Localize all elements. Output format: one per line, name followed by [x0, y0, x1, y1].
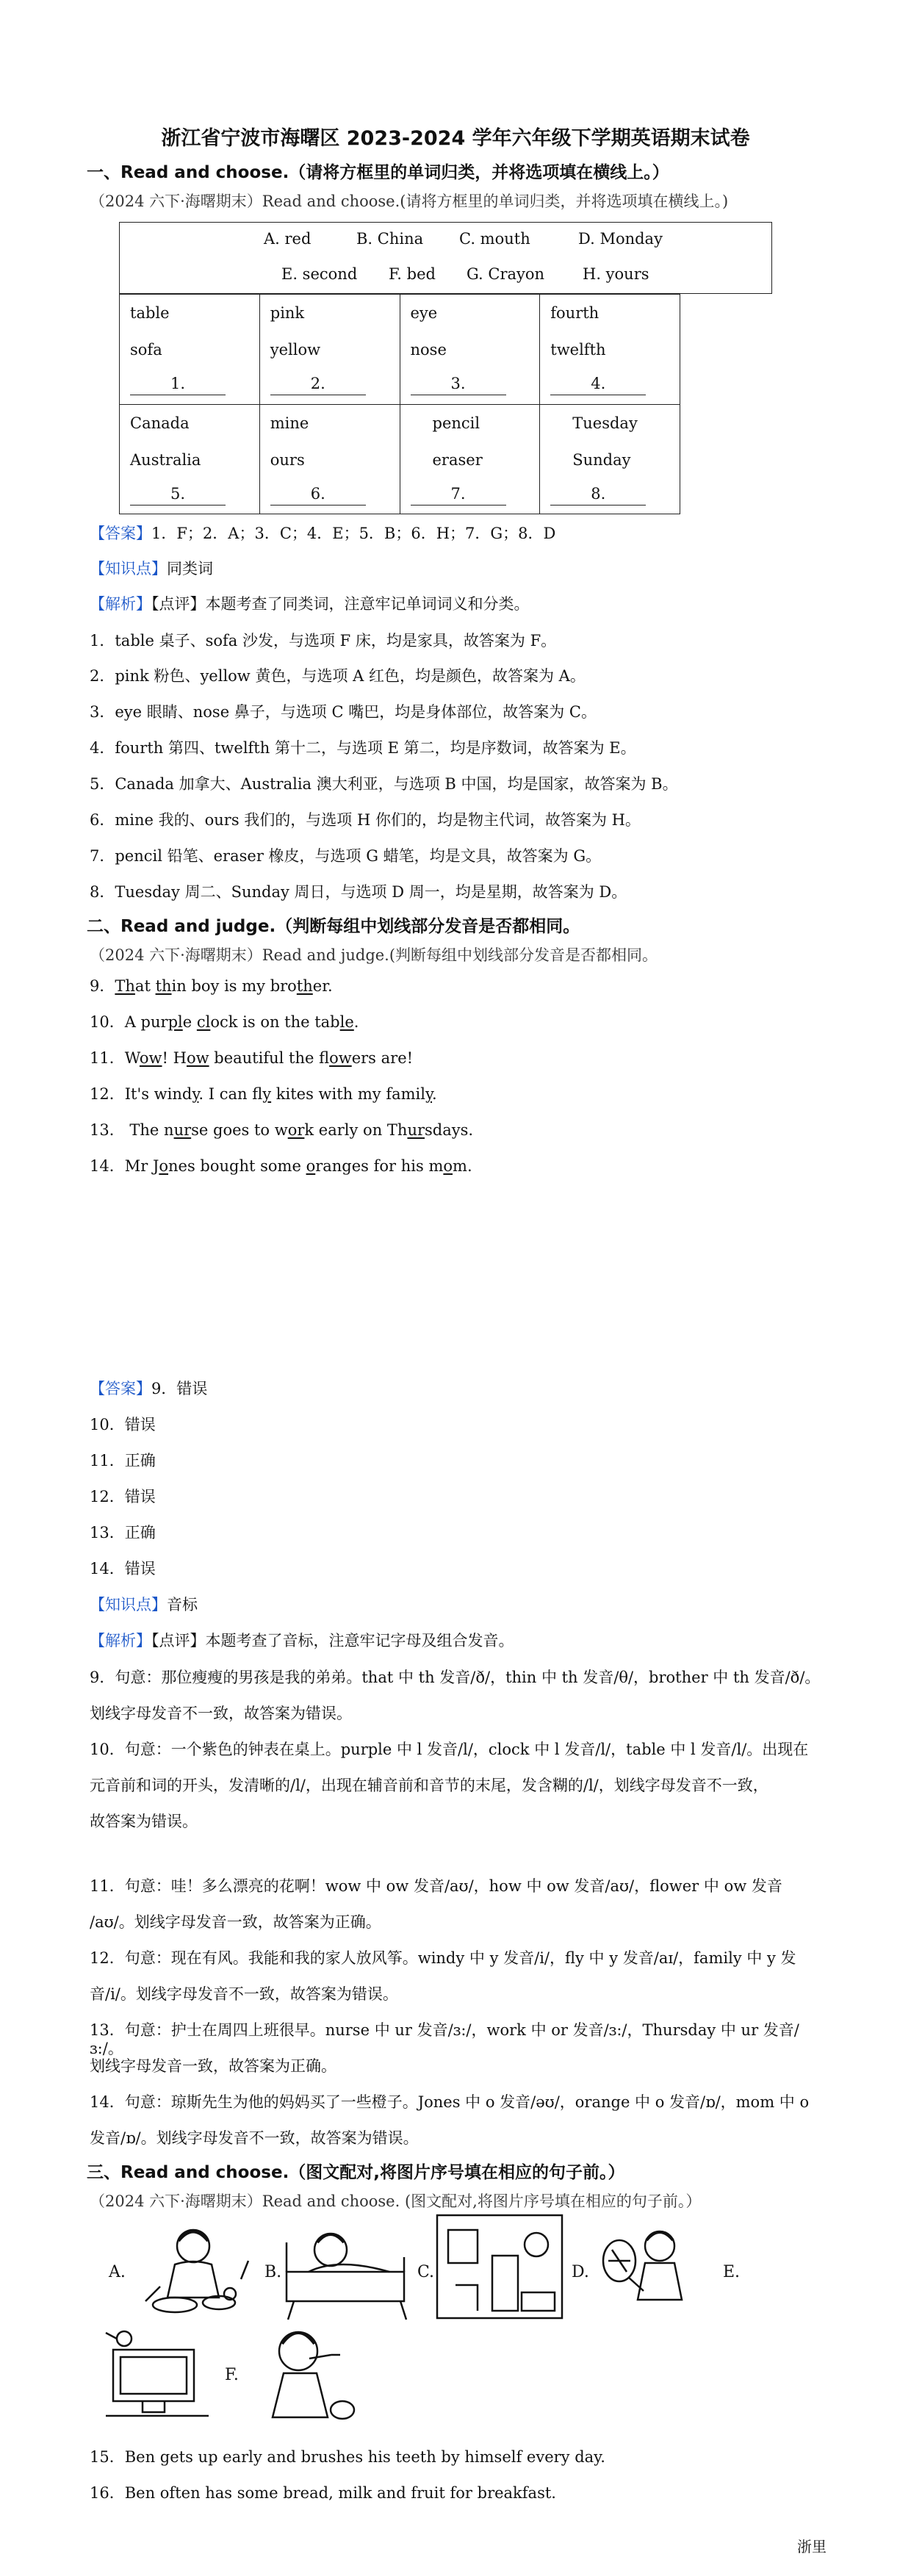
answer-item: 13．正确 [90, 1524, 156, 1541]
underlined-letters: th [155, 977, 172, 995]
bank-option: D. Monday [578, 230, 663, 248]
section-3-source: （2024 六下·海曙期末）Read and choose. (图文配对,将图片序号填在相应的句子前。） [90, 2192, 702, 2210]
explanation-line: 元音前和词的开头，发清晰的/l/，出现在辅音前和音节的末尾，发含糊的/l/，划线字母发音不一致， [90, 1777, 768, 1794]
explanation-line: 划线字母发音不一致，故答案为错误。 [90, 1705, 352, 1722]
grid-cell [540, 295, 680, 405]
bank-option: B. China [356, 230, 424, 248]
grid-word: eraser [432, 450, 483, 469]
answer-tag: 【答案】 [90, 1380, 151, 1397]
q-text: e [182, 1013, 197, 1031]
q-text: ers are! [351, 1049, 414, 1067]
q-text: 9． [90, 977, 115, 995]
section-1-analysis [90, 595, 832, 614]
picture-c-room-icon [433, 2212, 566, 2322]
grid-word: mine [270, 414, 309, 432]
picture-f-brushing-teeth-icon [240, 2322, 364, 2432]
bank-option: E. second [281, 265, 358, 283]
grid-word: fourth [550, 304, 599, 322]
underlined-letters: ow [329, 1049, 352, 1067]
bank-option: H. yours [583, 265, 649, 283]
section-2-heading: 二、Read and judge.（判断每组中划线部分发音是否都相同。 [87, 917, 580, 936]
word-bank [119, 222, 772, 294]
q-text: 11．W [90, 1049, 140, 1067]
q-text: ranges for his m [315, 1157, 444, 1175]
knowledge-text: 音标 [167, 1596, 198, 1613]
underlined-letters: le [339, 1013, 354, 1031]
picture-a-breakfast-icon [123, 2220, 263, 2323]
explanation-line: 9．句意：那位瘦瘦的男孩是我的弟弟。that 中 th 发音/ð/，thin 中 th 发音/θ/，brother 中 th 发音/ð/。 [90, 1669, 821, 1686]
underlined-letters: ur [407, 1121, 425, 1139]
q-text: . I can fl [198, 1085, 263, 1103]
section-1-knowledge [90, 560, 832, 578]
explanation-line: 划线字母发音一致，故答案为正确。 [90, 2057, 336, 2075]
picture-label: D. [572, 2263, 589, 2281]
underlined-letters: o [443, 1157, 453, 1175]
grid-cell [259, 404, 400, 514]
question-11 [90, 1049, 413, 1068]
bank-option: A. red [264, 230, 312, 248]
answer-text: 1．F；2．A；3．C；4．E；5．B；6．H；7．G；8．D [151, 525, 556, 542]
answer-blank[interactable]: 5. [130, 483, 226, 506]
picture-e-computer-icon [91, 2328, 223, 2423]
section-2-source: （2024 六下·海曙期末）Read and judge.(判断每组中划线部分发音是否都相同。 [90, 946, 658, 964]
q-text: at [134, 977, 156, 995]
grid-cell [259, 295, 400, 405]
analysis-item: 1．table 桌子、sofa 沙发，与选项 F 床，均是家具，故答案为 F。 [90, 632, 557, 650]
section-2-knowledge [90, 1596, 832, 1614]
q-text: er. [312, 977, 333, 995]
underlined-letters: o [306, 1157, 316, 1175]
grid-word: pink [270, 304, 305, 322]
grid-cell [120, 295, 260, 405]
question-9 [90, 977, 333, 996]
q-text: in boy is my bro [171, 977, 297, 995]
bank-option: C. mouth [459, 230, 530, 248]
underlined-letters: y [262, 1085, 272, 1103]
answer-blank[interactable]: 1. [130, 373, 226, 395]
bank-option: F. bed [389, 265, 436, 283]
knowledge-tag: 【知识点】 [90, 1596, 167, 1613]
answer-item: 12．错误 [90, 1488, 156, 1505]
q-text: nes bought some [168, 1157, 306, 1175]
q-text: 12．It's wind [90, 1085, 192, 1103]
picture-label: F. [225, 2366, 239, 2384]
picture-label: B. [264, 2263, 282, 2281]
grid-cell [400, 404, 540, 514]
answer-blank[interactable]: 8. [550, 483, 646, 506]
analysis-item: 4．fourth 第四、twelfth 第十二，与选项 E 第二，均是序数词，故答案为 E。 [90, 739, 636, 757]
grid-word: table [130, 304, 170, 322]
knowledge-text: 同类词 [167, 560, 213, 578]
q-text: beautiful the fl [209, 1049, 330, 1067]
section-2-analysis [90, 1632, 832, 1650]
section-3-heading: 三、Read and choose.（图文配对,将图片序号填在相应的句子前。） [87, 2163, 625, 2182]
question-13 [90, 1121, 473, 1140]
grid-word: eye [410, 304, 438, 322]
question-16: 16．Ben often has some bread, milk and fruit for breakfast. [90, 2484, 556, 2502]
grid-word: Sunday [572, 450, 631, 469]
footer-watermark: 浙里 [797, 2538, 827, 2555]
answer-blank[interactable]: 4. [550, 373, 646, 395]
analysis-item: 6．mine 我的、ours 我们的，与选项 H 你们的，均是物主代词，故答案为 H。 [90, 811, 641, 829]
section-1-heading: 一、Read and choose.（请将方框里的单词归类，并将选项填在横线上。） [87, 163, 669, 182]
explanation-line: /aʊ/。划线字母发音一致，故答案为正确。 [90, 1913, 381, 1931]
answer-item: 14．错误 [90, 1560, 156, 1577]
answer-blank[interactable]: 2. [270, 373, 366, 395]
analysis-text: 【点评】本题考查了同类词，注意牢记单词词义和分类。 [151, 595, 530, 613]
grid-cell [400, 295, 540, 405]
underlined-letters: ow [186, 1049, 209, 1067]
q-text: se goes to w [191, 1121, 288, 1139]
grid-word: pencil [432, 414, 480, 432]
underlined-letters: o [159, 1157, 169, 1175]
page-title: 浙江省宁波市海曙区 2023-2024 学年六年级下学期英语期末试卷 [161, 127, 750, 150]
explanation-line: 11．句意：哇！多么漂亮的花啊！wow 中 ow 发音/aʊ/，how 中 ow 发音/aʊ/，flower 中 ow 发音 [90, 1877, 782, 1895]
underlined-letters: pl [168, 1013, 183, 1031]
question-15: 15．Ben gets up early and brushes his teeth by himself every day. [90, 2448, 605, 2466]
grid-word: Canada [130, 414, 190, 432]
q-text: 14．Mr J [90, 1157, 159, 1175]
q-text: . [353, 1013, 359, 1031]
answer-blank[interactable]: 7. [411, 483, 506, 506]
section-1-source: （2024 六下·海曙期末）Read and choose.(请将方框里的单词归类，并将选项填在横线上。) [90, 193, 729, 210]
picture-label: C. [417, 2263, 435, 2281]
underlined-letters: Th [115, 977, 135, 995]
classify-grid [119, 294, 680, 514]
answer-blank[interactable]: 6. [270, 483, 366, 506]
question-12 [90, 1085, 437, 1104]
grid-word: Tuesday [572, 414, 638, 432]
q-text: kites with my famil [271, 1085, 425, 1103]
explanation-line: 10．句意：一个紫色的钟表在桌上。purple 中 l 发音/l/，clock 中 l 发音/l/，table 中 l 发音/l/。出现在 [90, 1741, 809, 1758]
analysis-text: 【点评】本题考查了音标，注意牢记字母及组合发音。 [151, 1632, 514, 1649]
section-1-answer [90, 525, 832, 543]
picture-d-tennis-icon [586, 2220, 719, 2323]
analysis-tag: 【解析】 [90, 595, 151, 613]
analysis-tag: 【解析】 [90, 1632, 151, 1649]
analysis-item: 2．pink 粉色、yellow 黄色，与选项 A 红色，均是颜色，故答案为 A。 [90, 667, 586, 685]
explanation-line: 故答案为错误。 [90, 1813, 198, 1830]
section-2-answer [90, 1380, 832, 1398]
knowledge-tag: 【知识点】 [90, 560, 167, 578]
analysis-item: 3．eye 眼睛、nose 鼻子，与选项 C 嘴巴，均是身体部位，故答案为 C。 [90, 703, 597, 721]
q-text: . [432, 1085, 437, 1103]
underlined-letters: cl [196, 1013, 211, 1031]
explanation-line: 14．句意：琼斯先生为他的妈妈买了一些橙子。Jones 中 o 发音/əʊ/，orange 中 o 发音/ɒ/，mom 中 o [90, 2093, 810, 2111]
q-text: ock is on the tab [210, 1013, 340, 1031]
explanation-line: 13．句意：护士在周四上班很早。nurse 中 ur 发音/ɜ:/，work 中 or 发音/ɜ:/，Thursday 中 ur 发音/ɜ:/。 [90, 2021, 799, 2058]
question-14 [90, 1157, 472, 1176]
grid-cell [540, 404, 680, 514]
grid-word: yellow [270, 341, 321, 359]
q-text: k early on Th [304, 1121, 408, 1139]
answer-item: 11．正确 [90, 1452, 156, 1469]
underlined-letters: ur [173, 1121, 192, 1139]
underlined-letters: y [192, 1085, 199, 1103]
bank-option: G. Crayon [467, 265, 545, 283]
q-text: sdays. [425, 1121, 474, 1139]
picture-b-bed-icon [279, 2220, 411, 2323]
underlined-letters: y [425, 1085, 433, 1103]
analysis-item: 8．Tuesday 周二、Sunday 周日，与选项 D 周一，均是星期，故答案为 D。 [90, 883, 627, 901]
q-text: 13． The n [90, 1121, 174, 1139]
grid-word: nose [410, 341, 447, 359]
analysis-item: 5．Canada 加拿大、Australia 澳大利亚，与选项 B 中国，均是国家，故答案为 B。 [90, 775, 678, 793]
q-text: 10．A pur [90, 1013, 168, 1031]
grid-word: sofa [130, 341, 162, 359]
answer-item: 10．错误 [90, 1416, 156, 1433]
answer-blank[interactable]: 3. [411, 373, 506, 395]
grid-word: twelfth [550, 341, 606, 359]
grid-cell [120, 404, 260, 514]
q-text: m. [453, 1157, 472, 1175]
underlined-letters: th [296, 977, 313, 995]
answer-tag: 【答案】 [90, 525, 151, 542]
grid-word: Australia [130, 450, 201, 469]
picture-label: E. [723, 2263, 741, 2281]
explanation-line: 发音/ɒ/。划线字母发音不一致，故答案为错误。 [90, 2129, 419, 2147]
analysis-item: 7．pencil 铅笔、eraser 橡皮，与选项 G 蜡笔，均是文具，故答案为 G。 [90, 847, 602, 865]
explanation-line: 音/i/。划线字母发音不一致，故答案为错误。 [90, 1985, 398, 2003]
grid-word: ours [270, 450, 305, 469]
q-text: ! H [162, 1049, 187, 1067]
underlined-letters: ow [139, 1049, 162, 1067]
answer-text: 9．错误 [151, 1380, 208, 1397]
picture-label: A. [109, 2263, 126, 2281]
underlined-letters: or [287, 1121, 305, 1139]
question-10 [90, 1013, 359, 1032]
explanation-line: 12．句意：现在有风。我能和我的家人放风筝。windy 中 y 发音/i/，fly 中 y 发音/aɪ/，family 中 y 发 [90, 1949, 796, 1967]
